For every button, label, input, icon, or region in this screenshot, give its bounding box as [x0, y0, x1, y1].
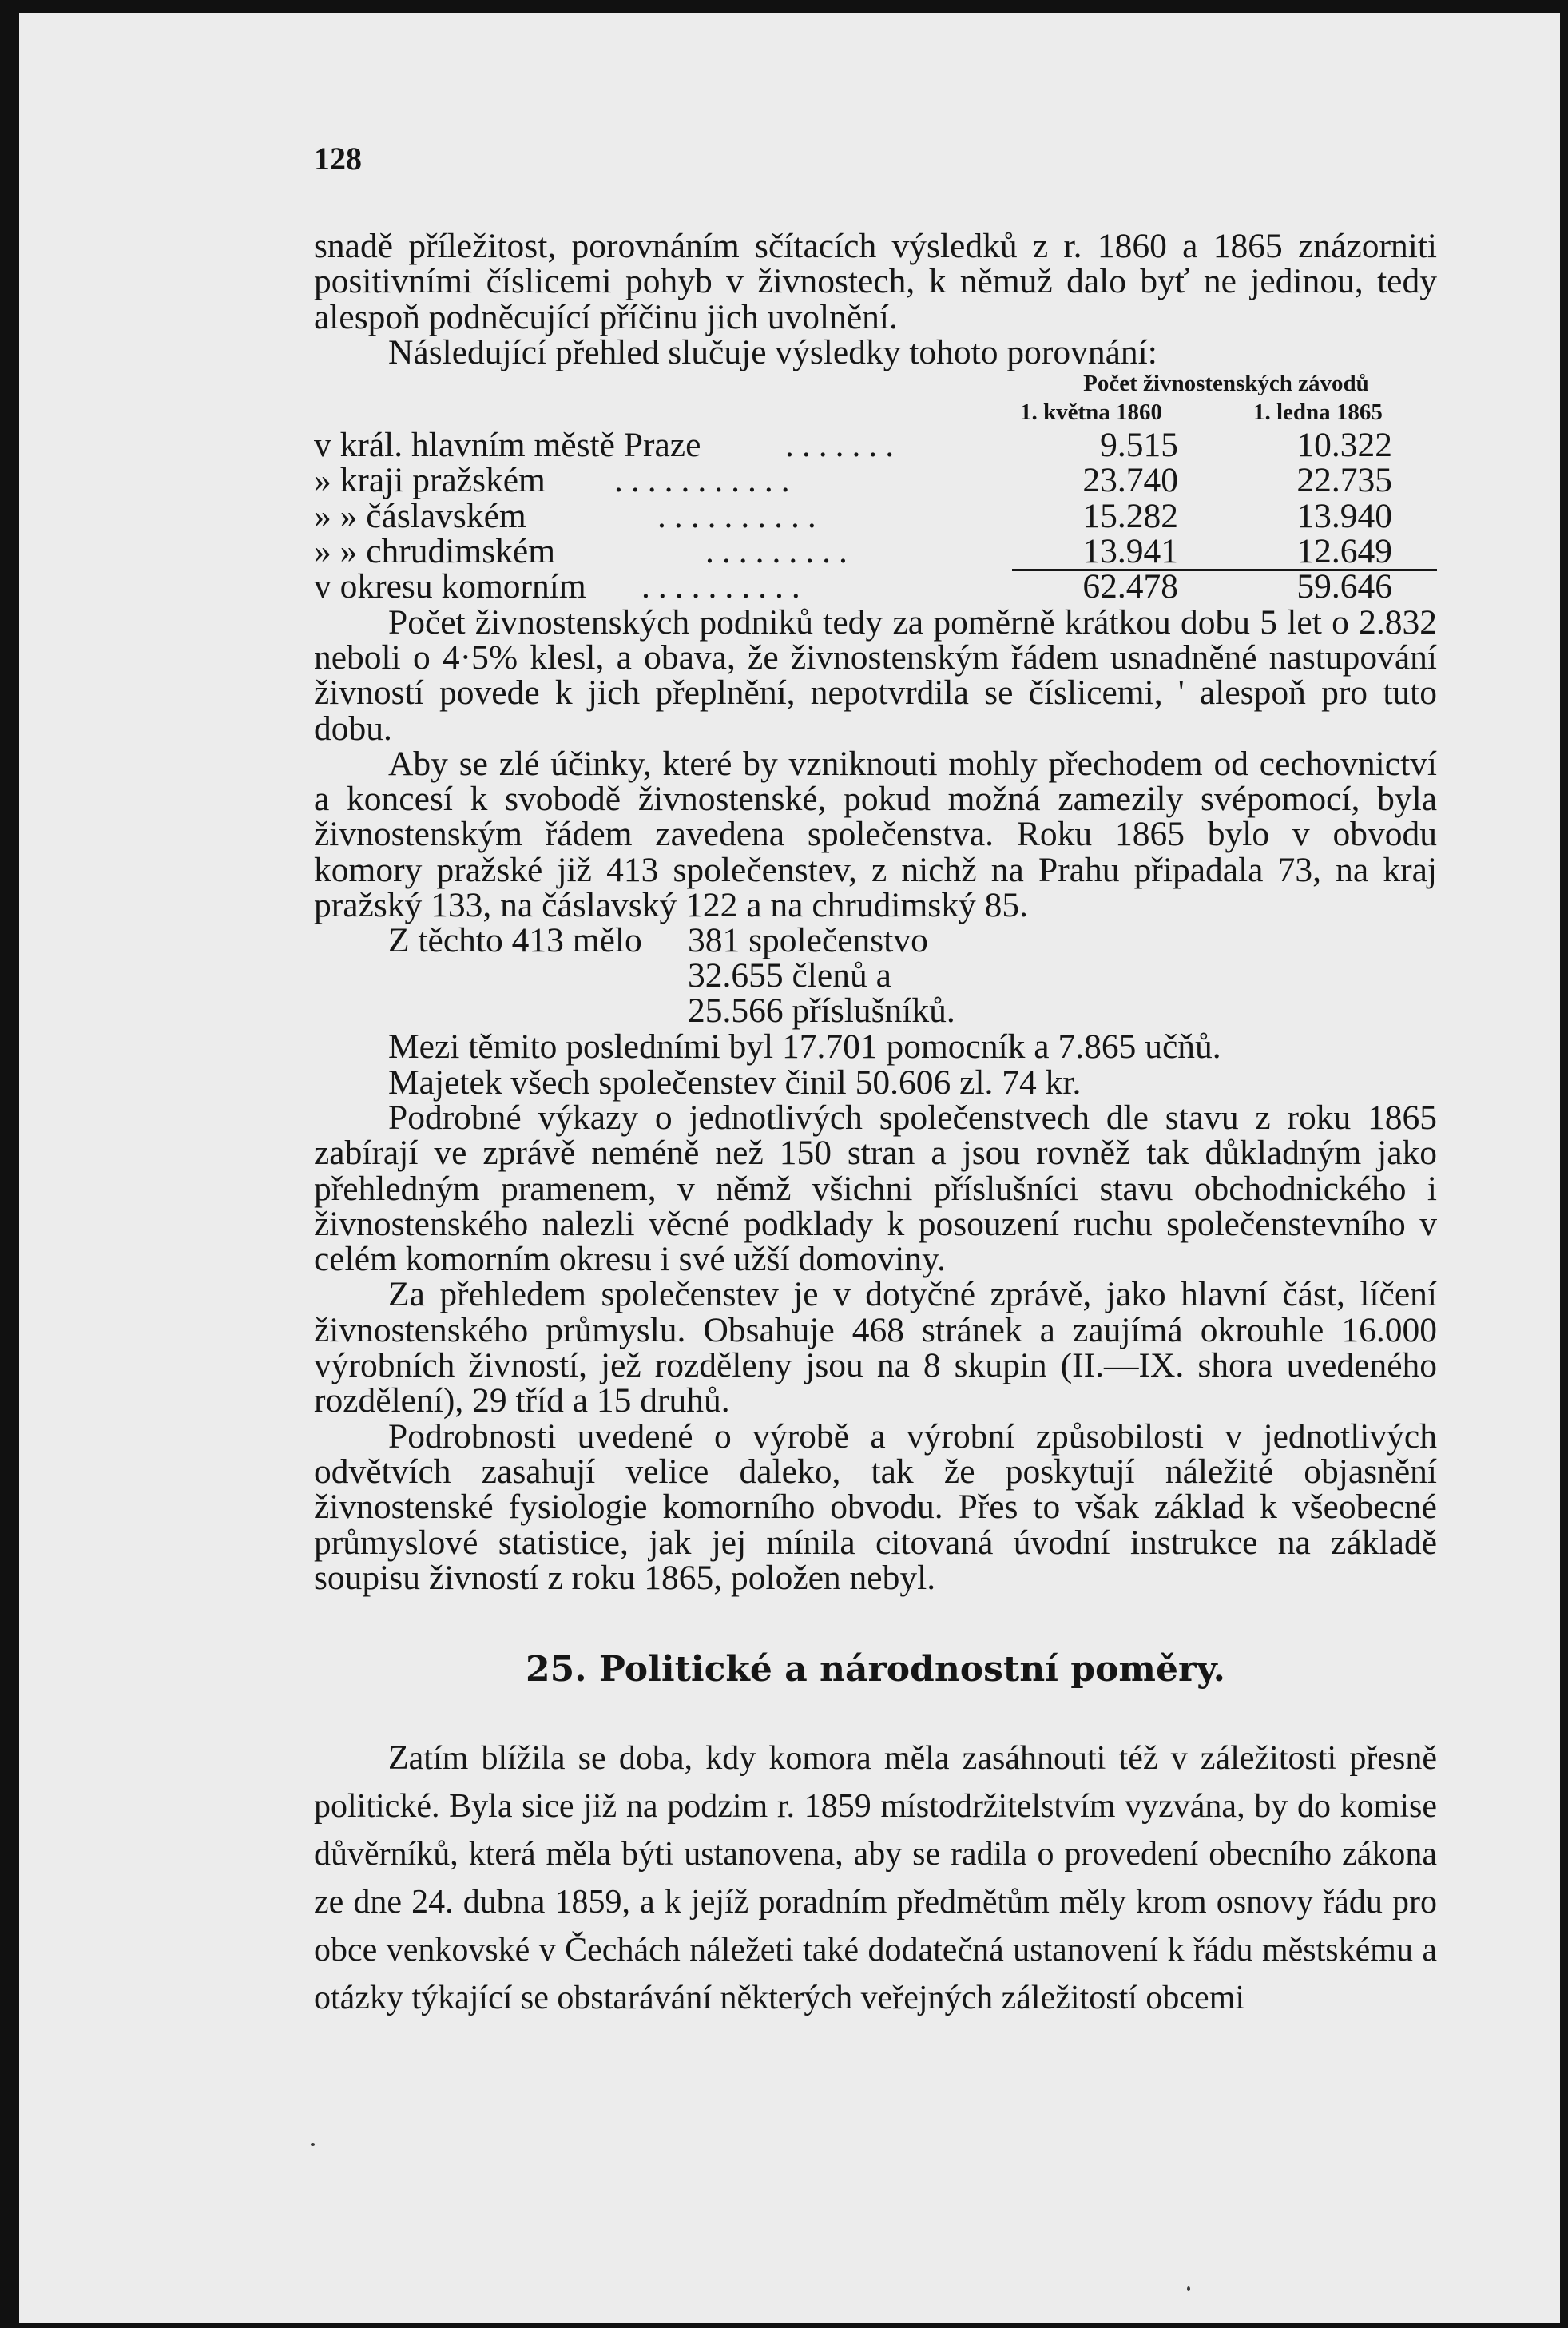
leader-dots: .......... [657, 496, 824, 535]
leader-dots: ........... [614, 461, 798, 500]
members-intro: Z těchto 413 mělo [388, 921, 642, 960]
leader-dots: ....... [785, 426, 903, 465]
paragraph: Zatím blížila se doba, kdy komora měla zasáhnouti též v záležitosti přesně politické. Byla sice již na podzim r. 1859 místodržitelstvím vyzvána, by do komise důvěrníků, která měla býti ustanovena, aby se radila o provedení obecního zákona ze dne 24. dubna 1859, a k jejíž poradním předmětům měly krom osnovy řádu pro obce venkovské v Čechách náležeti také dodatečná ustanovení k řádu městskému a otázky týkající se obstarávání některých veřejných záležitostí obcemi [314, 1740, 1437, 2017]
value-1865: 22.735 [1296, 461, 1392, 500]
table-total-row [314, 569, 1437, 604]
paragraph: Za přehledem společenstev je v dotyčné zprávě, jako hlavní část, líčení živnostenského průmyslu. Obsahuje 468 stránek a zaujímá okrouhle 16.000 výrobních živností, jež rozděleny jsou na 8 skupin (II.—IX. shora uvedeného rozdělení), 29 tříd a 15 druhů. [314, 1275, 1437, 1420]
section-heading: 25. Politické a národnostní poměry. [526, 1649, 1225, 1690]
total-1860: 62.478 [1082, 567, 1178, 606]
members-line-1: 381 společenstvo [688, 921, 928, 960]
scanned-page [19, 13, 1560, 2323]
row-label: » » čáslavském [314, 496, 526, 535]
table-group-header: Počet živnostenských závodů [1083, 371, 1369, 397]
paragraph: Majetek všech společenstev činil 50.606 zl. 74 kr. [388, 1063, 1082, 1102]
value-1865: 10.322 [1296, 426, 1392, 465]
table-row [314, 463, 1437, 498]
row-label: v král. hlavním městě Praze [314, 426, 701, 465]
col-header-1860: 1. května 1860 [1020, 399, 1163, 426]
leader-dots: ......... [705, 532, 855, 571]
value-1865: 13.940 [1296, 496, 1392, 535]
total-1865: 59.646 [1296, 567, 1392, 606]
paragraph: Mezi těmito posledními byl 17.701 pomocník a 7.865 učňů. [388, 1027, 1221, 1067]
section-body [314, 1734, 1437, 2022]
paragraph: Podrobnosti uvedené o výrobě a výrobní způsobilosti v jednotlivých odvětvích zasahují velice daleko, tak že poskytují náležité objasnění živnostenské fysiologie komorního obvodu. Přes to však základ k všeobecné průmyslové statistice, jak jej mínila citovaná úvodní instrukce na základě soupisu živností z roku 1865, položen nebyl. [314, 1416, 1437, 1597]
value-1860: 15.282 [1082, 496, 1178, 535]
members-line-2: 32.655 členů a [688, 956, 891, 995]
scan-speck [1187, 2286, 1190, 2291]
members-line-3: 25.566 příslušníků. [688, 991, 955, 1031]
row-label: » » chrudimském [314, 532, 556, 571]
row-label: » kraji pražském [314, 461, 546, 500]
membership-stats [314, 923, 1437, 1029]
value-1860: 13.941 [1082, 532, 1178, 571]
page-number: 128 [314, 141, 362, 177]
col-header-1865: 1. ledna 1865 [1253, 399, 1383, 426]
value-1860: 23.740 [1082, 461, 1178, 500]
paragraph-intro-table: Následující přehled slučuje výsledky tohoto porovnání: [388, 332, 1157, 371]
scan-speck [311, 2143, 315, 2146]
paragraph: snadě příležitost, porovnáním sčítacích výsledků z r. 1860 a 1865 znázorniti positivními číslicemi pohyb v živnostech, k němuž dalo byť ne jedinou, tedy alespoň podněcující příčinu jich uvolnění. [314, 227, 1437, 336]
page-content [314, 228, 1437, 2022]
row-label: v okresu komorním [314, 567, 586, 606]
comparison-table [314, 370, 1437, 604]
value-1865: 12.649 [1296, 532, 1392, 571]
table-row [314, 534, 1437, 569]
paragraph: Počet živnostenských podniků tedy za poměrně krátkou dobu 5 let o 2.832 neboli o 4·5% klesl, a obava, že živnostenským řádem usnadněné nastupování živností povede k jich přeplnění, nepotvrdila se číslicemi, ' alespoň pro tuto dobu. [314, 602, 1437, 748]
paragraph: Aby se zlé účinky, které by vzniknouti mohly přechodem od cechovnictví a koncesí k svobodě živnostenské, pokud možná zamezily svépomocí, byla živnostenským řádem zavedena společenstva. Roku 1865 bylo v obvodu komory pražské již 413 společenstev, z nichž na Prahu připadala 73, na kraj pražský 133, na čáslavský 122 a na chrudimský 85. [314, 744, 1437, 925]
paragraph: Podrobné výkazy o jednotlivých společenstvech dle stavu z roku 1865 zabírají ve zprávě neméně než 150 stran a jsou rovněž tak důkladným jako přehledným pramenem, v němž všichni příslušníci stavu obchodnického i živnostenského nalezli věcné podklady k posouzení ruchu společenstevního v celém komorním okresu i své užší domoviny. [314, 1098, 1437, 1279]
table-header [314, 370, 1437, 427]
leader-dots: .......... [641, 567, 808, 606]
table-row [314, 427, 1437, 463]
table-row [314, 496, 1437, 535]
value-1860: 9.515 [1100, 426, 1178, 465]
